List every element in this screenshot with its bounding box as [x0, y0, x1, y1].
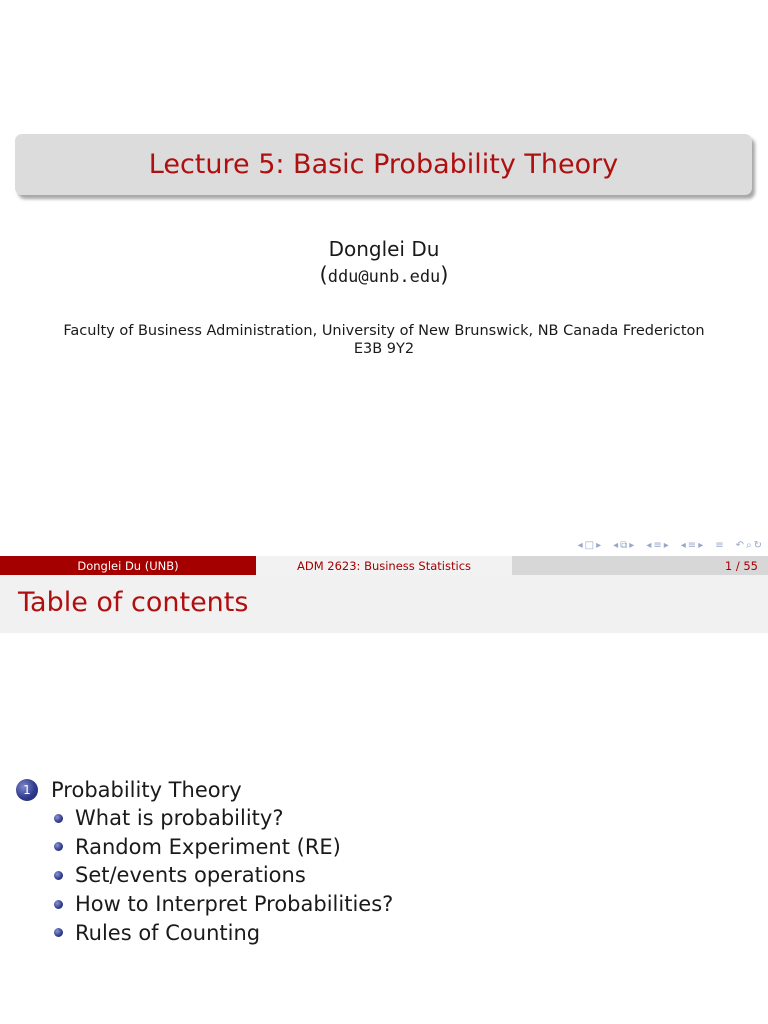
nav-prev-section-icon[interactable]: ◂ — [646, 539, 652, 551]
nav-doc-icon[interactable]: ≡ — [687, 539, 697, 551]
affiliation-line-2: E3B 9Y2 — [353, 341, 415, 357]
table-of-contents — [16, 776, 393, 947]
nav-back-icon[interactable]: ↶ — [735, 539, 744, 551]
subsection-title[interactable]: Set/events operations — [75, 863, 306, 888]
subsection-title[interactable]: What is probability? — [75, 806, 284, 831]
subsection-title[interactable]: Random Experiment (RE) — [75, 834, 341, 859]
bullet-icon — [54, 842, 63, 851]
footline-author: Donglei Du (UNB) — [0, 556, 256, 575]
author-email[interactable]: ddu@unb.edu — [327, 267, 441, 287]
nav-frame-icon[interactable]: □ — [584, 539, 595, 551]
author-block — [0, 236, 768, 290]
author-name: Donglei Du — [328, 237, 440, 261]
nav-next-frame-icon[interactable]: ▸ — [596, 539, 602, 551]
navigation-symbols — [578, 538, 762, 552]
footline-course: ADM 2623: Business Statistics — [256, 556, 512, 575]
toc-section[interactable] — [16, 776, 393, 804]
bullet-icon — [54, 814, 63, 823]
toc-subsection[interactable] — [54, 918, 393, 947]
section-number-badge: 1 — [16, 779, 38, 801]
nav-appendix-icon[interactable]: ≡ — [715, 539, 724, 551]
nav-forward-icon[interactable]: ↻ — [753, 539, 762, 551]
paren-open: ( — [319, 263, 328, 287]
bullet-icon — [54, 871, 63, 880]
paren-close: ) — [440, 263, 449, 287]
nav-search-icon[interactable]: ⌕ — [746, 539, 752, 551]
nav-subsection-icon[interactable]: ⧉ — [620, 539, 628, 551]
affiliation-line-1: Faculty of Business Administration, University of New Brunswick, NB Canada Fredericton — [63, 323, 705, 339]
toc-subsection[interactable] — [54, 861, 393, 890]
toc-subsection[interactable] — [54, 833, 393, 862]
nav-next-subsection-icon[interactable]: ▸ — [629, 539, 635, 551]
toc-subsection[interactable] — [54, 804, 393, 833]
nav-prev-frame-icon[interactable]: ◂ — [577, 539, 583, 551]
toc-subsection[interactable] — [54, 890, 393, 919]
footline — [0, 556, 768, 575]
frame-title: Table of contents — [18, 587, 249, 618]
author-email-line — [0, 262, 768, 290]
lecture-title: Lecture 5: Basic Probability Theory — [148, 149, 619, 180]
subsection-list — [16, 804, 393, 947]
nav-section-icon[interactable]: ≡ — [653, 539, 662, 551]
footline-page-number: 1 / 55 — [512, 556, 768, 575]
bullet-icon — [54, 928, 63, 937]
bullet-icon — [54, 900, 63, 909]
subsection-title[interactable]: Rules of Counting — [75, 920, 261, 945]
subsection-title[interactable]: How to Interpret Probabilities? — [75, 892, 394, 917]
nav-prev-subsection-icon[interactable]: ◂ — [613, 539, 619, 551]
nav-next-section-icon[interactable]: ▸ — [663, 539, 669, 551]
nav-prev-doc-icon[interactable]: ◂ — [680, 539, 686, 551]
title-box — [15, 134, 752, 195]
frame-title-bar — [0, 575, 768, 633]
nav-next-doc-icon[interactable]: ▸ — [698, 539, 704, 551]
section-title[interactable]: Probability Theory — [51, 778, 242, 802]
affiliation — [40, 322, 728, 358]
